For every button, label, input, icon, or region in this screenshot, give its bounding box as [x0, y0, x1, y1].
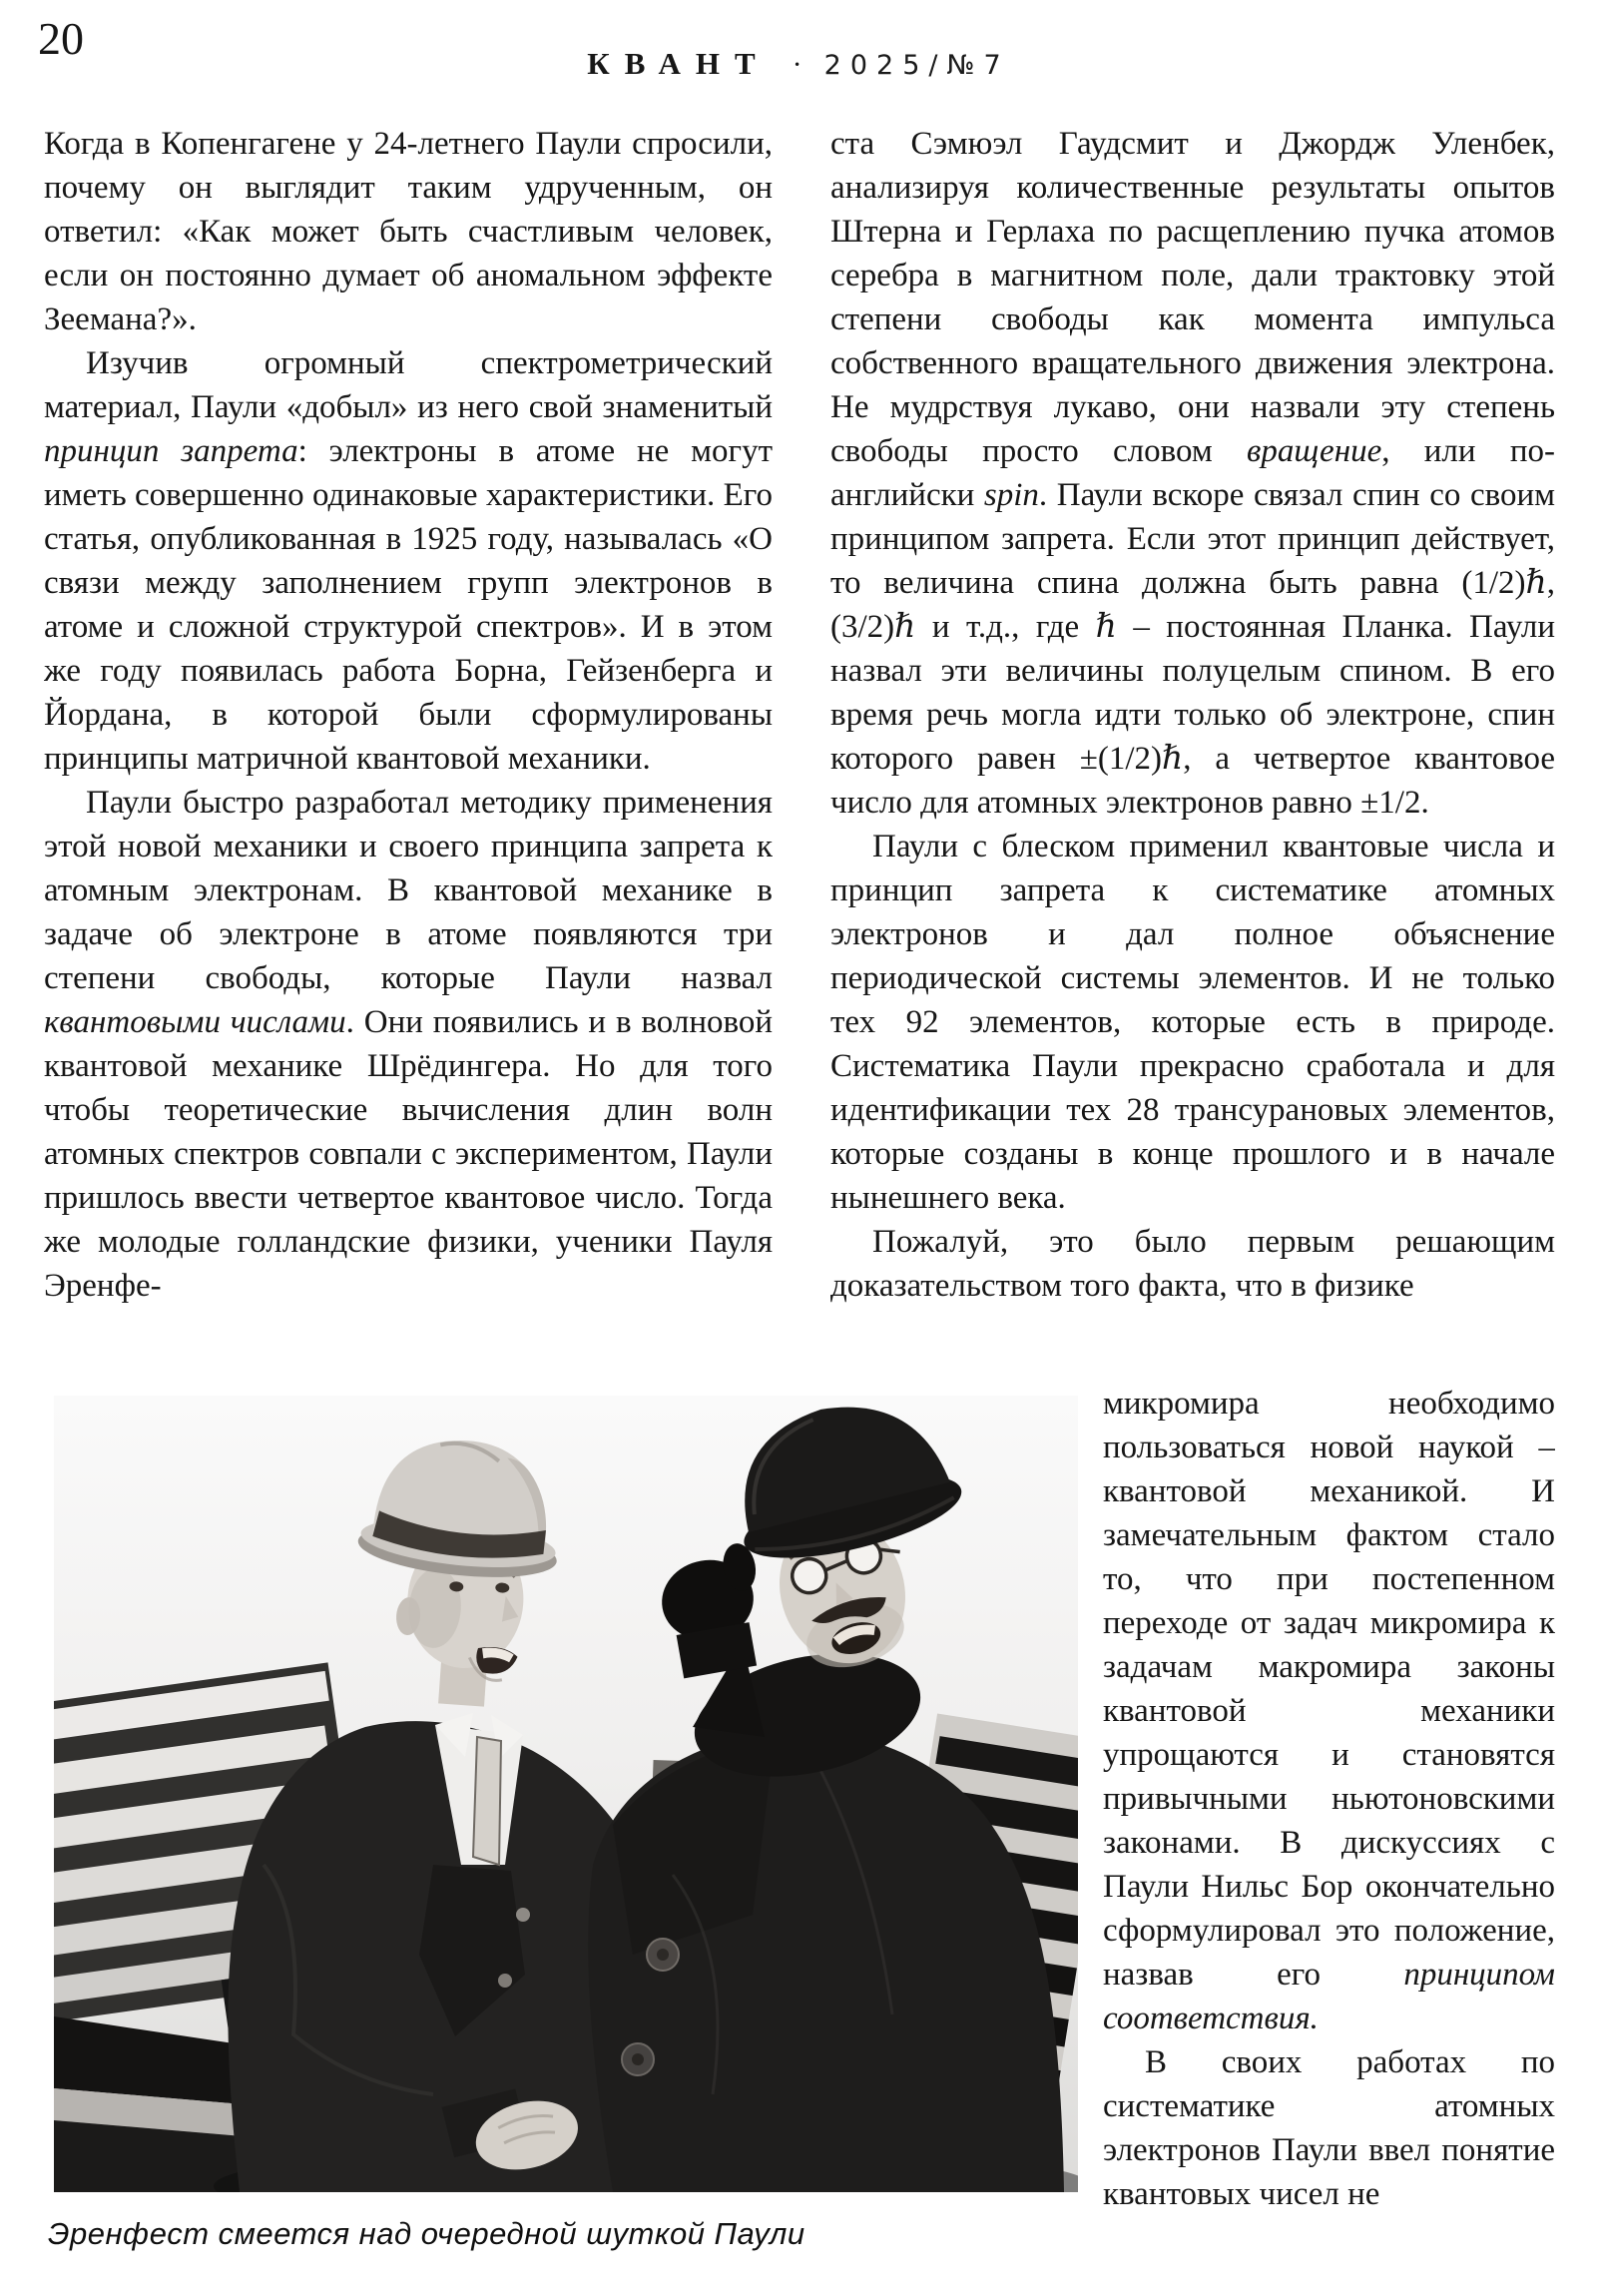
text-run: Паули быстро разработал методику применения этой новой механики и своего принципа запрета к атомным электронам. В квантовой механике в задаче об электроне в атоме появляются три степени свободы, которые Паули назвал: [44, 785, 773, 996]
masthead: [0, 46, 1597, 82]
photo-illustration: [54, 1396, 1078, 2192]
paragraph: [44, 341, 773, 781]
photo-ehrenfest-pauli: [54, 1396, 1078, 2192]
paragraph: [1103, 1382, 1555, 2040]
text-run: ста Сэмюэл Гаудсмит и Джордж Уленбек, анализируя количественные результаты опытов Штерна и Герлаха по расщеплению пучка атомов серебра в магнитном поле, дали трактовку этой степени свободы как момента импульса собственного вращательного движения электрона. Не мудрствуя лукаво, они назвали эту степень свободы просто словом: [830, 126, 1555, 469]
text-run: Паули с блеском применил квантовые числа и принцип запрета к систематике атомных электронов и дал полное объяснение периодической системы элементов. И не только тех 92 элементов, которые есть в природе. Систематика Паули прекрасно сработала и для идентификации тех 28 трансурановых элементов, которые созданы в конце прошлого и в начале нынешнего века.: [830, 829, 1555, 1216]
photo-caption: Эренфест смеется над очередной шуткой Паули: [48, 2216, 805, 2251]
text-run: : электроны в атоме не могут иметь совершенно одинаковые характеристики. Его статья, опубликованная в 1925 году, называлась «О связи между заполнением групп электронов в атоме и сложной структурой спектров». И в этом же году появилась работа Борна, Гейзенберга и Йордана, в которой были сформулированы принципы матричной квантовой механики.: [44, 433, 773, 777]
journal-title: КВАНТ: [587, 46, 771, 81]
ehrenfest-tie: [473, 1737, 501, 1865]
right-column: [830, 122, 1555, 1378]
text-run: Пожалуй, это было первым решающим доказательством того факта, что в физике: [830, 1224, 1555, 1304]
text-run: вращение: [1247, 433, 1382, 469]
text-run: , или по-английски: [830, 433, 1555, 513]
issue-number: 2025/№7: [823, 50, 1010, 81]
paragraph: [44, 781, 773, 1308]
text-run: принципом соответствия.: [1103, 1957, 1555, 2036]
text-run: Когда в Копенгагене у 24-летнего Паули спросили, почему он выглядит таким удрученным, он ответил: «Как может быть счастливым человек, если он постоянно думает об аномальном эффекте Зеемана?».: [44, 126, 773, 337]
text-run: квантовыми числами: [44, 1004, 346, 1040]
right-column-narrow: [1103, 1382, 1555, 2260]
text-run: принцип запрета: [44, 433, 298, 469]
text-run: . Паули вскоре связал спин со своим принципом запрета. Если этот принцип действует, то величина спина должна быть равна (1/2)ℏ, (3/2)ℏ и т.д., где ℏ – постоянная Планка. Паули назвал эти величины полуцелым спином. В его время речь могла идти только об электроне, спин которого равен ±(1/2)ℏ, а четвертое квантовое число для атомных электронов равно ±1/2.: [830, 477, 1555, 821]
page-number: 20: [38, 13, 84, 64]
text-run: микромира необходимо пользоваться новой наукой – квантовой механикой. И замечательным фактом стало то, что при постепенном переходе от задач микромира к задачам макромира законы квантовой механики упрощаются и становятся привычными ньютоновскими законами. В дискуссиях с Паули Нильс Бор окончательно сформулировал это положение, назвав его: [1103, 1386, 1555, 1993]
text-run: Изучив огромный спектрометрический материал, Паули «добыл» из него свой знаменитый: [44, 345, 773, 425]
masthead-separator: ·: [792, 48, 802, 81]
paragraph: [830, 1220, 1555, 1308]
left-column: [44, 122, 773, 1390]
text-run: spin: [983, 477, 1039, 513]
paragraph: [44, 122, 773, 341]
text-run: . Они появились и в волновой квантовой механике Шрёдингера. Но для того чтобы теоретические вычисления длин волн атомных спектров совпали с экспериментом, Паули пришлось ввести четвертое квантовое число. Тогда же молодые голландские физики, ученики Пауля Эренфе-: [44, 1004, 773, 1304]
text-run: В своих работах по систематике атомных электронов Паули ввел понятие квантовых чисел не: [1103, 2044, 1555, 2212]
paragraph: [830, 825, 1555, 1220]
paragraph: [1103, 2040, 1555, 2216]
paragraph: [830, 122, 1555, 825]
